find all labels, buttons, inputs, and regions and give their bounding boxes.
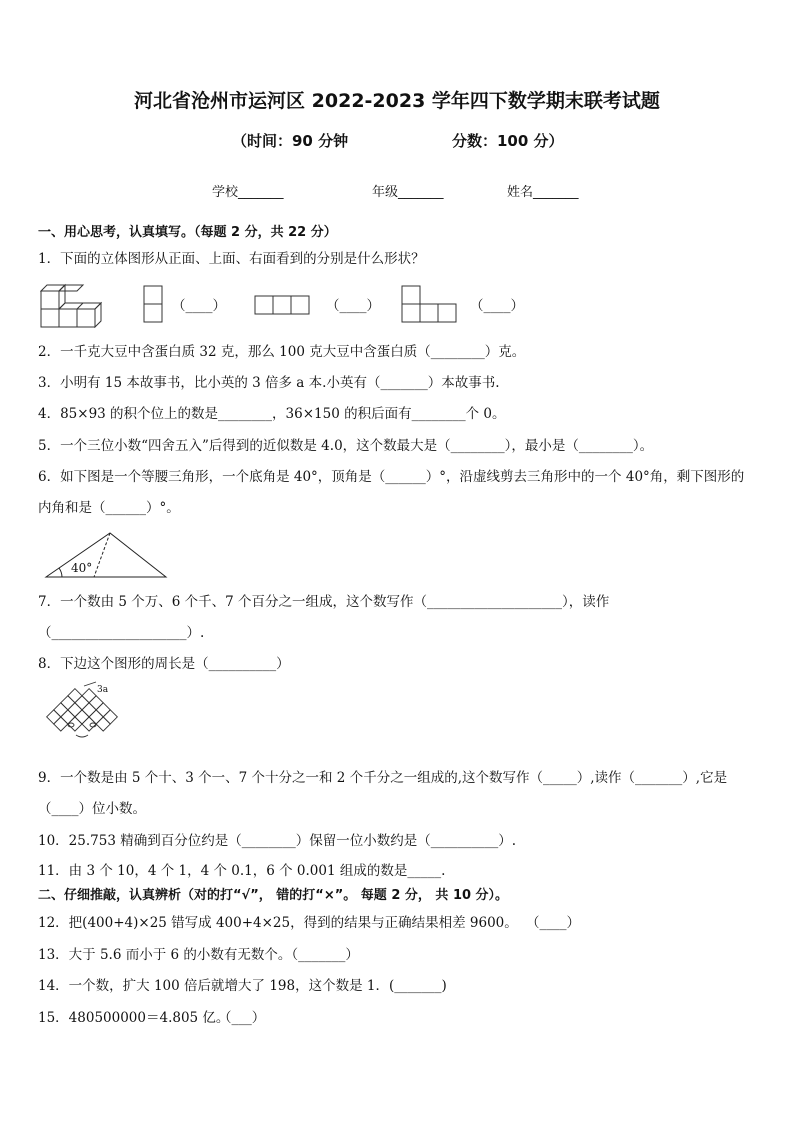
question-10: 10．25.753 精确到百分位约是（________）保留一位小数约是（__________）. <box>38 833 516 849</box>
section-1-heading: 一、用心思考，认真填写。（每题 2 分，共 22 分） <box>38 225 337 240</box>
grade-field[interactable]: 年级_______ <box>372 185 444 200</box>
side-label-3a: 3a <box>97 685 109 695</box>
question-11: 11．由 3 个 10，4 个 1，4 个 0.1，6 个 0.001 组成的数是_____. <box>38 863 446 879</box>
answer-blank-1[interactable]: （____） <box>172 298 226 314</box>
question-8: 8．下边这个图形的周长是（__________） <box>38 656 290 672</box>
page-title: 河北省沧州市运河区 2022-2023 学年四下数学期末联考试题 <box>134 90 660 112</box>
section-2-heading: 二、仔细推敲，认真辨析（对的打“√”， 错的打“×”。 每题 2 分， 共 10 分）。 <box>38 888 509 903</box>
question-9-line-1: 9．一个数是由 5 个十、3 个一、7 个十分之一和 2 个千分之一组成的,这个数写作（_____）,读作（_______）,它是 <box>38 770 728 786</box>
answer-blank-2[interactable]: （____） <box>326 298 380 314</box>
question-14: 14．一个数，扩大 100 倍后就增大了 198，这个数是 1．(_______) <box>38 978 447 994</box>
angle-label: 40° <box>71 561 93 575</box>
question-5: 5．一个三位小数“四舍五入”后得到的近似数是 4.0，这个数最大是（________），最小是（________）。 <box>38 438 654 454</box>
time-label: （时间：90 分钟 <box>232 132 349 150</box>
view-shape-1 <box>143 285 163 323</box>
answer-blank-3[interactable]: （____） <box>470 298 524 314</box>
question-6-line-2: 内角和是（______）°。 <box>38 500 180 516</box>
grid-figure <box>38 680 126 762</box>
question-15: 15．480500000＝4.805 亿。 <box>38 1010 230 1026</box>
school-field[interactable]: 学校_______ <box>212 185 284 200</box>
isosceles-triangle <box>44 531 170 579</box>
score-label: 分数：100 分） <box>452 132 564 150</box>
name-field[interactable]: 姓名_______ <box>507 185 579 200</box>
question-7-line-2: （____________________）. <box>38 625 205 641</box>
question-3: 3．小明有 15 本故事书，比小英的 3 倍多 a 本.小英有（_______）本故事书. <box>38 375 500 391</box>
question-9-line-2: （____）位小数。 <box>38 801 146 817</box>
question-2: 2．一千克大豆中含蛋白质 32 克，那么 100 克大豆中含蛋白质（________）克。 <box>38 344 526 360</box>
question-13: 13．大于 5.6 而小于 6 的小数有无数个。（_______） <box>38 947 359 963</box>
question-12: 12．把(400+4)×25 错写成 400+4×25，得到的结果与正确结果相差 9600。 <box>38 915 518 931</box>
question-7-line-1: 7．一个数由 5 个万、6 个千、7 个百分之一组成，这个数写作（____________________），读作 <box>38 594 610 610</box>
question-1: 1．下面的立体图形从正面、上面、右面看到的分别是什么形状？ <box>38 251 425 267</box>
question-15-blank[interactable]: （___） <box>218 1010 266 1026</box>
view-shape-3 <box>401 285 459 323</box>
question-4: 4．85×93 的积个位上的数是________，36×150 的积后面有________个 0。 <box>38 406 506 422</box>
view-shape-2 <box>254 295 312 315</box>
question-12-blank[interactable]: （____） <box>526 915 580 931</box>
question-6-line-1: 6．如下图是一个等腰三角形，一个底角是 40°，顶角是（______）°，沿虚线剪去三角形中的一个 40°角，剩下图形的 <box>38 469 745 485</box>
solid-figure <box>40 282 102 328</box>
